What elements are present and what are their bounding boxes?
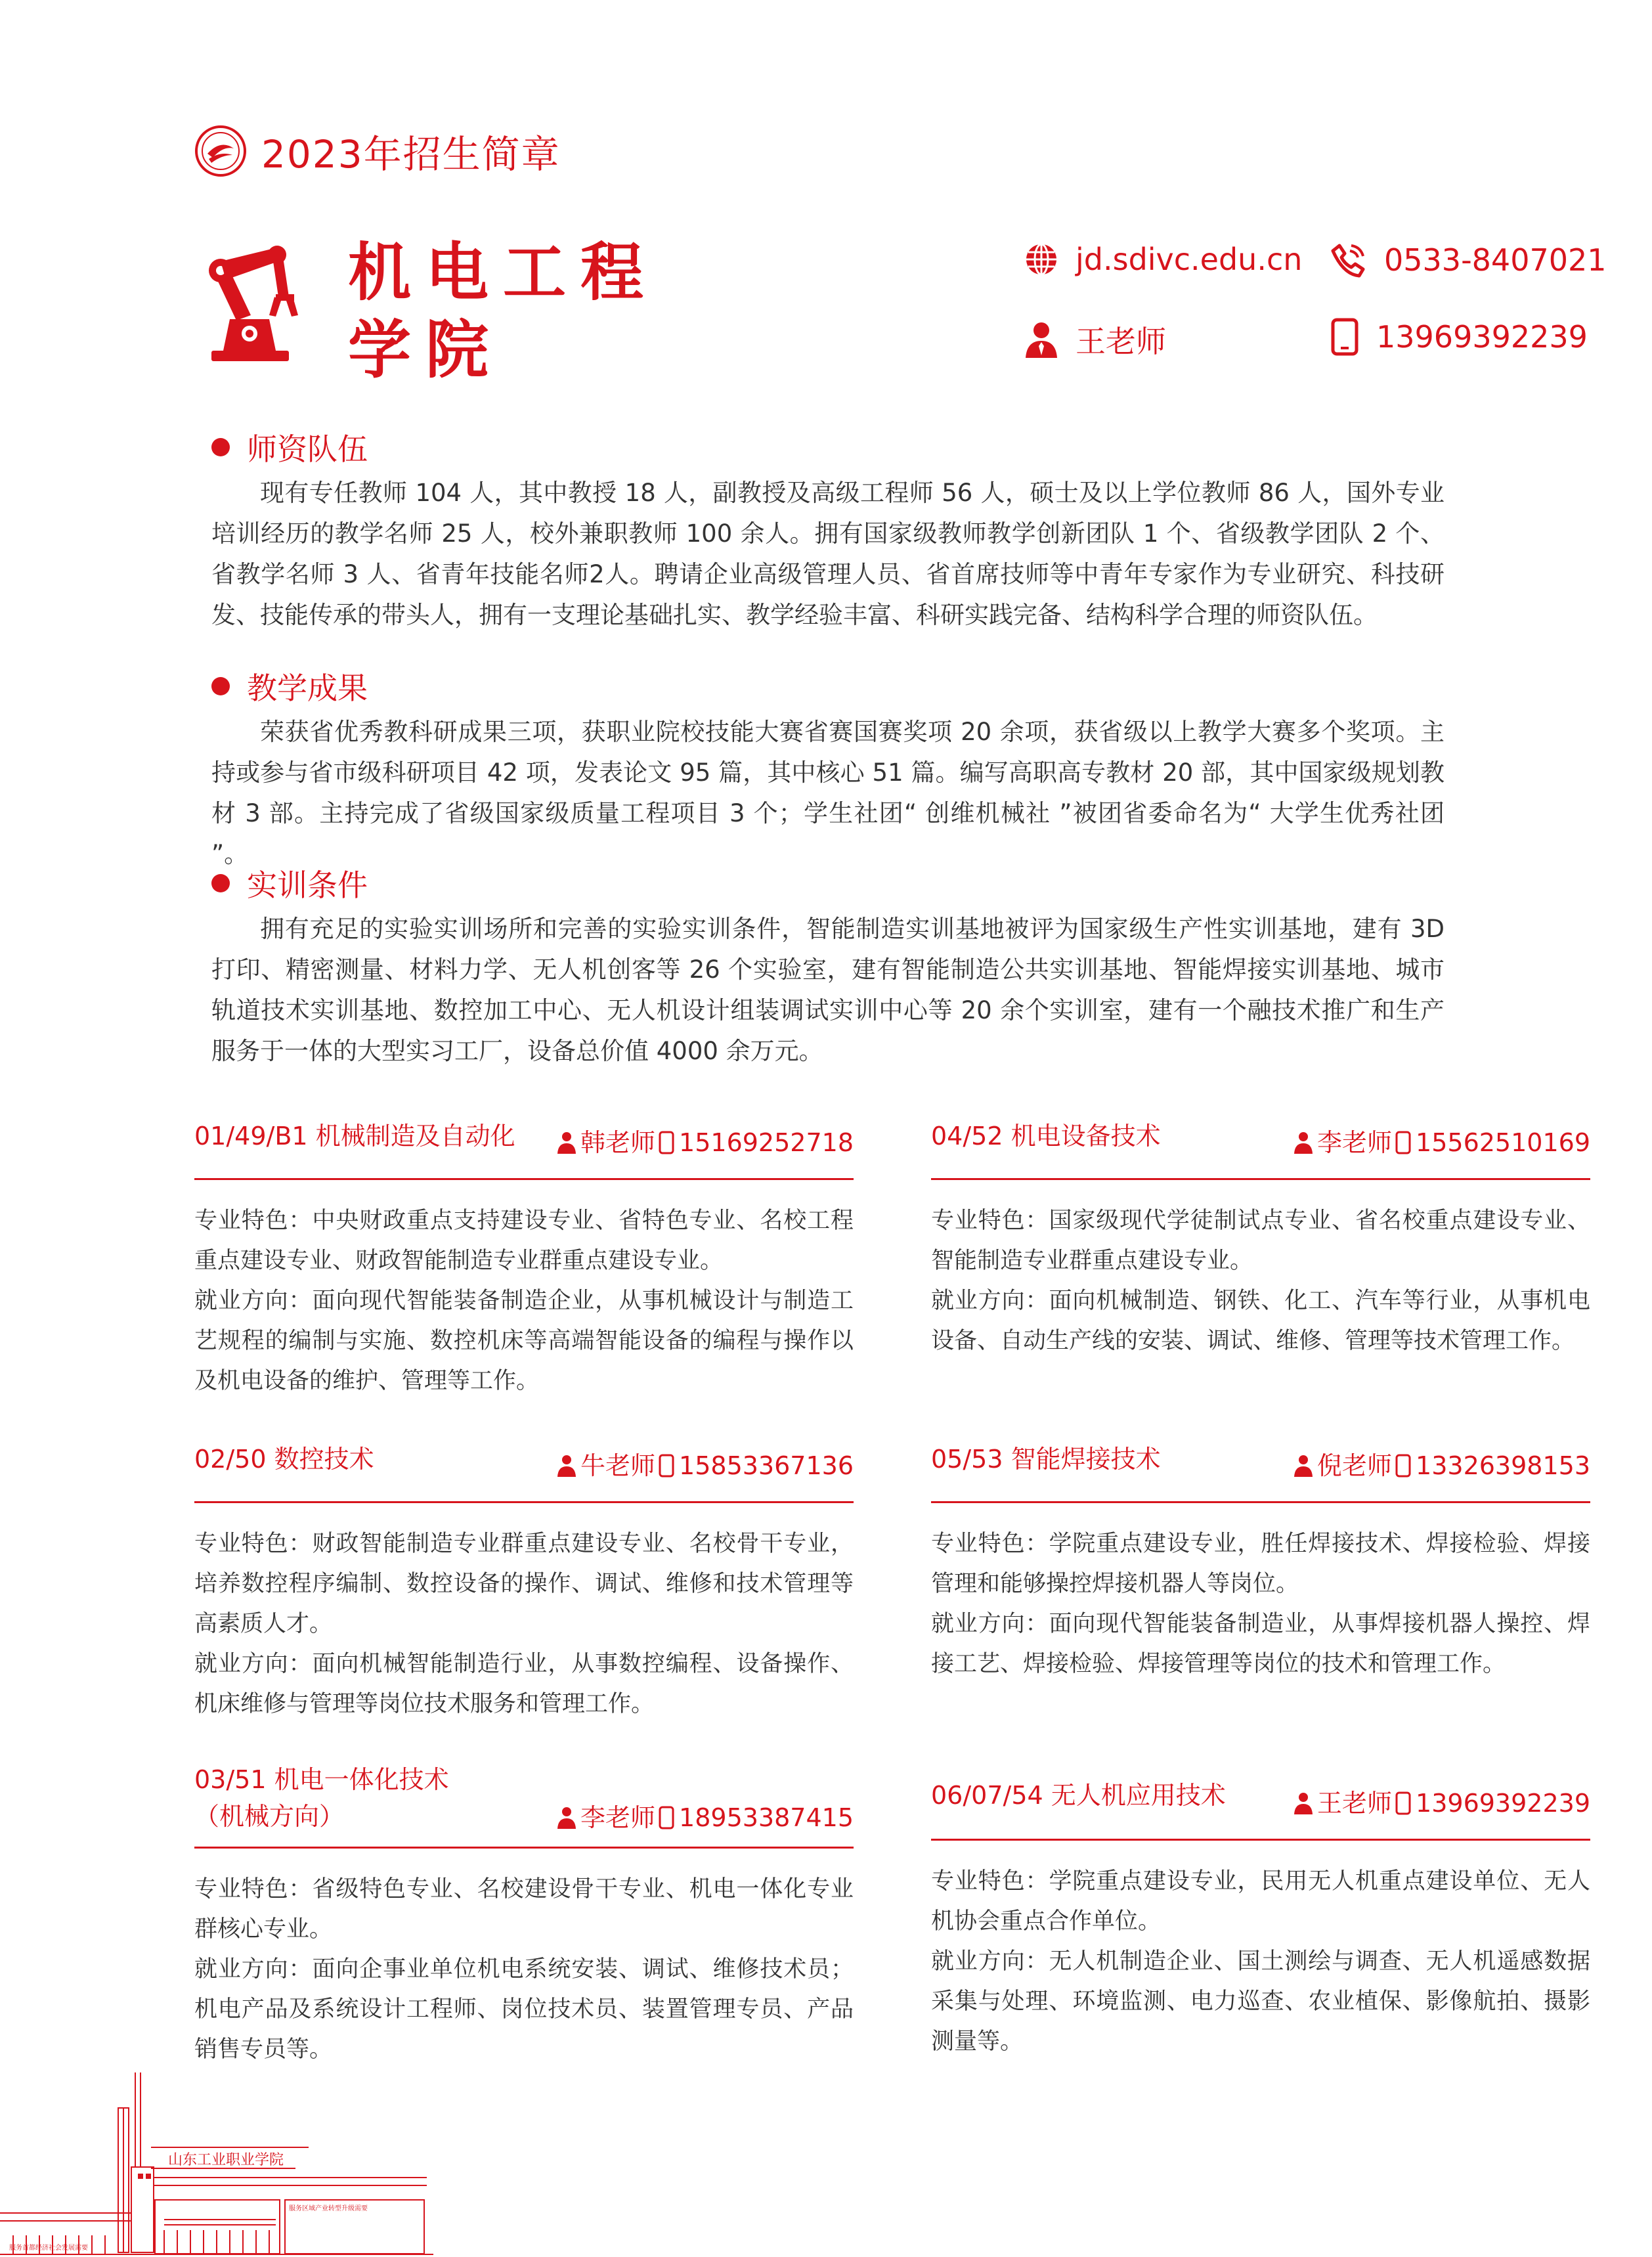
- person-icon: [1293, 1455, 1313, 1477]
- mobile-phone-icon: [658, 1454, 675, 1478]
- section-achievements: [211, 665, 1445, 875]
- bullet-dot-icon: [211, 874, 230, 892]
- program-career: 就业方向：面向机械制造、钢铁、化工、汽车等行业，从事机电设备、自动生产线的安装、调试、维修、管理等技术管理工作。: [931, 1288, 1590, 1354]
- office-phone: 0533-8407021: [1384, 242, 1607, 278]
- program-career: 就业方向：无人机制造企业、国土测绘与调查、无人机遥感数据采集与处理、环境监测、电力巡查、农业植保、影像航拍、摄影测量等。: [931, 1948, 1590, 2055]
- mobile-phone-icon: [1330, 318, 1359, 356]
- contact-person-name: 王老师: [1076, 324, 1166, 359]
- person-icon: [1293, 1131, 1313, 1154]
- program-name: 01/49/B1 机械制造及自动化: [194, 1122, 515, 1150]
- program-header: [194, 1439, 854, 1503]
- person-icon: [557, 1455, 576, 1477]
- mobile-phone-icon: [1395, 1791, 1412, 1815]
- section-title: 教学成果: [211, 665, 1445, 708]
- program-feature: 专业特色：财政智能制造专业群重点建设专业、名校骨干专业，培养数控程序编制、数控设备的操作、调试、维修和技术管理等高素质人才。: [194, 1531, 854, 1637]
- person-icon: [1024, 321, 1058, 358]
- program-feature: 专业特色：学院重点建设专业，民用无人机重点建设单位、无人机协会重点合作单位。: [931, 1868, 1590, 1935]
- bullet-dot-icon: [211, 677, 230, 695]
- college-name: [348, 234, 658, 389]
- robot-arm-icon: [197, 242, 315, 366]
- bullet-dot-icon: [211, 438, 230, 456]
- program-contact: 倪老师 13326398153: [1293, 1446, 1590, 1485]
- program-contact: 王老师 13969392239: [1293, 1784, 1590, 1823]
- program-body: [931, 1201, 1590, 1361]
- program-body: [194, 1201, 854, 1401]
- section-text: 拥有充足的实验实训场所和完善的实验实训条件，智能制造实训基地被评为国家级生产性实训基地，建有 3D 打印、精密测量、材料力学、无人机创客等 26 个实验室，建有智能制造公共实训基地、智能焊接实训基地、城市轨道技术实训基地、数控加工中心、无人机设计组装调试实训中心等 20 余个实训室，建有一个融技术推广和生产服务于一体的大型实习工厂，设备总价值 4000 余万元。: [211, 915, 1445, 1065]
- section-faculty: [211, 426, 1445, 636]
- section-training: [211, 862, 1445, 1072]
- program-name: 02/50 数控技术: [194, 1445, 374, 1474]
- program-name: 03/51 机电一体化技术: [194, 1765, 449, 1794]
- section-text: 荣获省优秀教科研成果三项，获职业院校技能大赛省赛国赛奖项 20 余项，获省级以上教学大赛多个奖项。主持或参与省市级科研项目 42 项，发表论文 95 篇，其中核心 51 篇。编写高职高专教材 20 部，其中国家级规划教材 3 部。主持完成了省级国家级质量工程项目 3 个；学生社团“ 创维机械社 ”被团省委命名为“ 大学生优秀社团 ”。: [211, 718, 1445, 868]
- mobile-number: 13969392239: [1376, 319, 1588, 355]
- person-icon: [557, 1131, 576, 1154]
- program-career: 就业方向：面向现代智能装备制造业，从事焊接机器人操控、焊接工艺、焊接检验、焊接管理等岗位的技术和管理工作。: [931, 1611, 1590, 1677]
- mobile-phone-icon: [1395, 1131, 1412, 1154]
- program-career: 就业方向：面向现代智能装备制造企业，从事机械设计与制造工艺规程的编制与实施、数控机床等高端智能设备的编程与操作以及机电设备的维护、管理等工作。: [194, 1288, 854, 1394]
- program-career: 就业方向：面向机械智能制造行业，从事数控编程、设备操作、机床维修与管理等岗位技术服务和管理工作。: [194, 1651, 854, 1717]
- person-icon: [557, 1807, 576, 1829]
- mobile-phone-icon: [658, 1806, 675, 1830]
- program-contact: 牛老师 15853367136: [557, 1446, 854, 1485]
- section-title: 实训条件: [211, 862, 1445, 905]
- program-block: [194, 1761, 854, 2070]
- program-name: 05/53 智能焊接技术: [931, 1445, 1161, 1474]
- program-career: 就业方向：面向企事业单位机电系统安装、调试、维修技术员；机电产品及系统设计工程师、岗位技术员、装置管理专员、产品销售专员等。: [194, 1956, 854, 2063]
- program-feature: 专业特色：中央财政重点支持建设专业、省特色专业、名校工程重点建设专业、财政智能制造专业群重点建设专业。: [194, 1208, 854, 1274]
- program-block: [194, 1116, 854, 1401]
- program-block: [931, 1116, 1590, 1361]
- person-icon: [1293, 1792, 1313, 1814]
- globe-icon: [1024, 242, 1058, 276]
- program-header: [194, 1761, 854, 1849]
- phone-icon: [1330, 242, 1367, 278]
- mobile-phone-icon: [1395, 1454, 1412, 1478]
- brochure-title: 2023年招生简章: [261, 132, 561, 177]
- program-contact: 韩老师 15169252718: [557, 1123, 854, 1162]
- program-name-sub: （机械方向）: [194, 1802, 345, 1831]
- program-header: [931, 1439, 1590, 1503]
- program-block: [931, 1439, 1590, 1684]
- program-body: [931, 1524, 1590, 1684]
- office-phone-contact: [1330, 242, 1607, 278]
- program-contact: 李老师 18953387415: [557, 1798, 854, 1837]
- college-name-line2: 学院: [348, 313, 503, 387]
- program-body: [194, 1524, 854, 1724]
- contact-person: [1024, 318, 1166, 361]
- program-contact: 李老师 15562510169: [1293, 1123, 1590, 1162]
- program-header: [931, 1773, 1590, 1841]
- mobile-contact: [1330, 318, 1588, 356]
- mobile-phone-icon: [658, 1131, 675, 1154]
- website-link[interactable]: jd.sdivc.edu.cn: [1076, 242, 1303, 277]
- footer-banner-left: 服务首都经济社会发展需要: [9, 2245, 88, 2252]
- website-contact: [1024, 242, 1302, 277]
- section-text: 现有专任教师 104 人，其中教授 18 人，副教授及高级工程师 56 人，硕士及以上学位教师 86 人，国外专业培训经历的教学名师 25 人，校外兼职教师 100 余人。拥有国家级教师教学创新团队 1 个、省级教学团队 2 个、省教学名师 3 人、省青年技能名师2人。聘请企业高级管理人员、省首席技师等中青年专家作为专业研究、科技研发、技能传承的带头人，拥有一支理论基础扎实、教学经验丰富、科研实践完备、结构科学合理的师资队伍。: [211, 479, 1445, 629]
- program-name: 04/52 机电设备技术: [931, 1122, 1161, 1150]
- program-feature: 专业特色：学院重点建设专业，胜任焊接技术、焊接检验、焊接管理和能够操控焊接机器人等岗位。: [931, 1531, 1590, 1597]
- college-name-line1: 机电工程: [348, 236, 658, 309]
- footer-banner-right: 服务区域产业转型升级需要: [289, 2205, 368, 2212]
- program-header: [931, 1116, 1590, 1180]
- program-body: [194, 1870, 854, 2070]
- program-feature: 专业特色：省级特色专业、名校建设骨干专业、机电一体化专业群核心专业。: [194, 1876, 854, 1942]
- program-header: [194, 1116, 854, 1180]
- school-emblem-icon: [194, 125, 247, 177]
- school-name-sign: 山东工业职业学院: [168, 2151, 284, 2168]
- program-block: [931, 1773, 1590, 2062]
- program-feature: 专业特色：国家级现代学徒制试点专业、省名校重点建设专业、智能制造专业群重点建设专业。: [931, 1208, 1590, 1274]
- program-body: [931, 1862, 1590, 2062]
- program-name: 06/07/54 无人机应用技术: [931, 1781, 1226, 1810]
- brochure-header: [194, 125, 561, 177]
- section-title: 师资队伍: [211, 426, 1445, 469]
- campus-gate-illustration: [0, 2069, 433, 2257]
- program-block: [194, 1439, 854, 1724]
